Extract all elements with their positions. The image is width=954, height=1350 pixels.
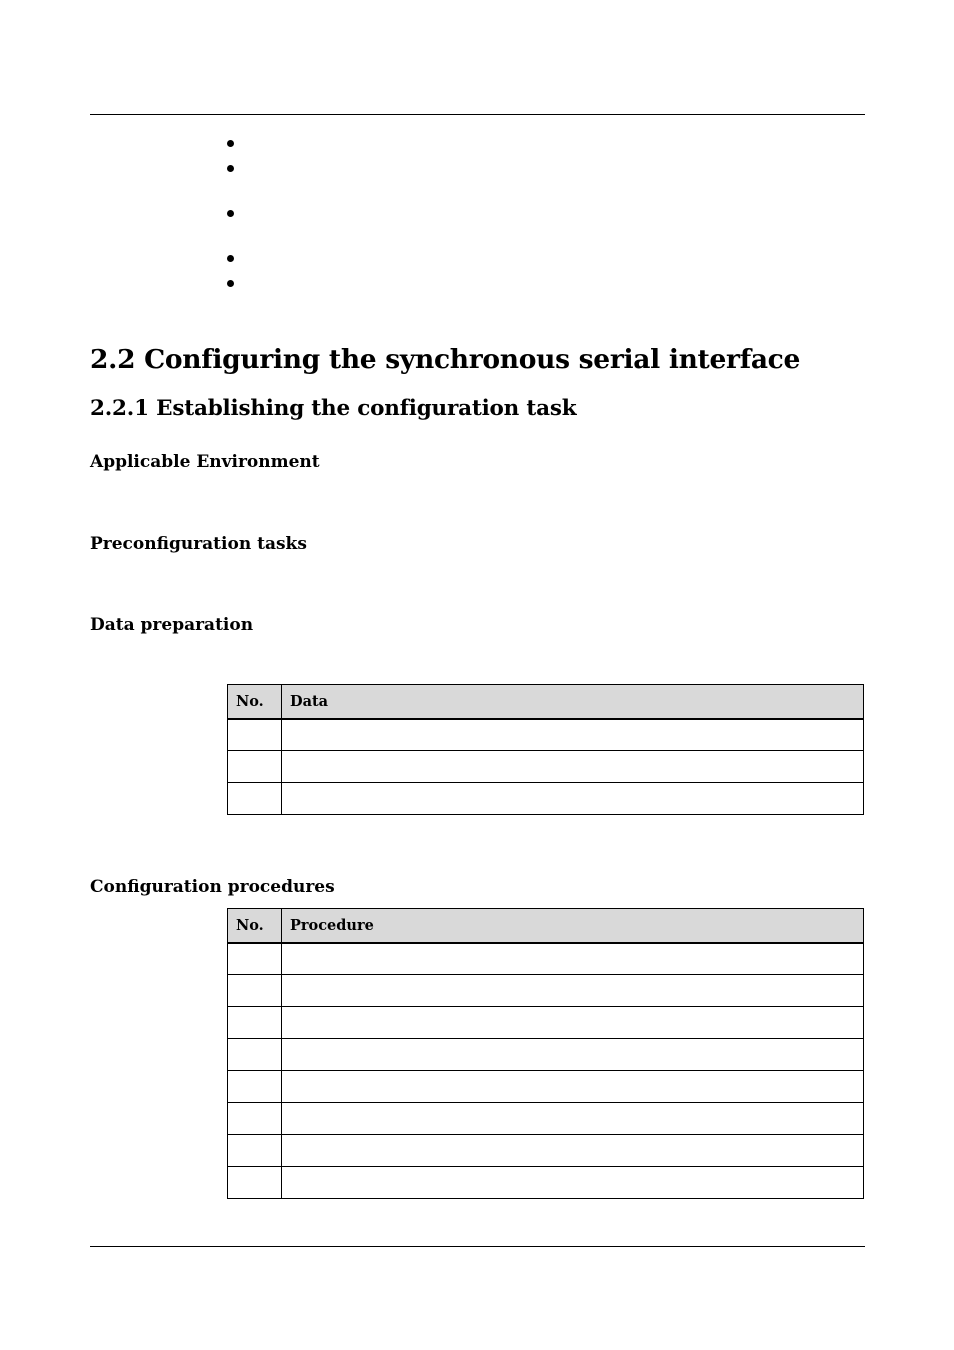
bullet-item xyxy=(226,160,236,170)
table-row xyxy=(228,1103,864,1135)
table-cell xyxy=(228,1007,282,1039)
bullet-item xyxy=(226,205,236,215)
table-cell xyxy=(282,1167,864,1199)
configuration-procedures-heading: Configuration procedures xyxy=(90,877,335,897)
table-cell xyxy=(228,719,282,751)
table-cell xyxy=(282,783,864,815)
table-cell xyxy=(228,1135,282,1167)
column-header-data: Data xyxy=(282,685,864,719)
table-cell xyxy=(228,943,282,975)
table-cell xyxy=(228,783,282,815)
column-header-no: No. xyxy=(228,909,282,943)
table-cell xyxy=(282,751,864,783)
preconfiguration-tasks-heading: Preconfiguration tasks xyxy=(90,534,307,554)
footer-rule xyxy=(90,1246,865,1247)
table-cell xyxy=(282,1007,864,1039)
table-cell xyxy=(282,1071,864,1103)
subsection-title: 2.2.1 Establishing the configuration task xyxy=(90,396,577,421)
table-cell xyxy=(282,975,864,1007)
table-row xyxy=(228,975,864,1007)
applicable-environment-heading: Applicable Environment xyxy=(90,452,320,472)
table-row xyxy=(228,1167,864,1199)
table-cell xyxy=(228,975,282,1007)
table-row xyxy=(228,783,864,815)
bullet-item xyxy=(226,275,236,285)
table-cell xyxy=(282,943,864,975)
bullet-item xyxy=(226,135,236,145)
table-cell xyxy=(282,1135,864,1167)
table-row xyxy=(228,943,864,975)
table-cell xyxy=(282,1103,864,1135)
table-row xyxy=(228,1135,864,1167)
table-header-row xyxy=(228,909,864,943)
table-cell xyxy=(228,1103,282,1135)
table-cell xyxy=(282,1039,864,1071)
column-header-procedure: Procedure xyxy=(282,909,864,943)
table-cell xyxy=(282,719,864,751)
table-row xyxy=(228,719,864,751)
bullet-item xyxy=(226,250,236,260)
table-cell xyxy=(228,1071,282,1103)
table-row xyxy=(228,1039,864,1071)
table-row xyxy=(228,1007,864,1039)
header-rule xyxy=(90,114,865,115)
table-row xyxy=(228,751,864,783)
table-row xyxy=(228,1071,864,1103)
table-cell xyxy=(228,751,282,783)
column-header-no: No. xyxy=(228,685,282,719)
configuration-procedure-table xyxy=(227,908,864,1199)
section-title: 2.2 Configuring the synchronous serial interface xyxy=(90,344,801,375)
data-preparation-heading: Data preparation xyxy=(90,615,254,635)
table-cell xyxy=(228,1039,282,1071)
table-header-row xyxy=(228,685,864,719)
data-preparation-table xyxy=(227,684,864,815)
table-cell xyxy=(228,1167,282,1199)
